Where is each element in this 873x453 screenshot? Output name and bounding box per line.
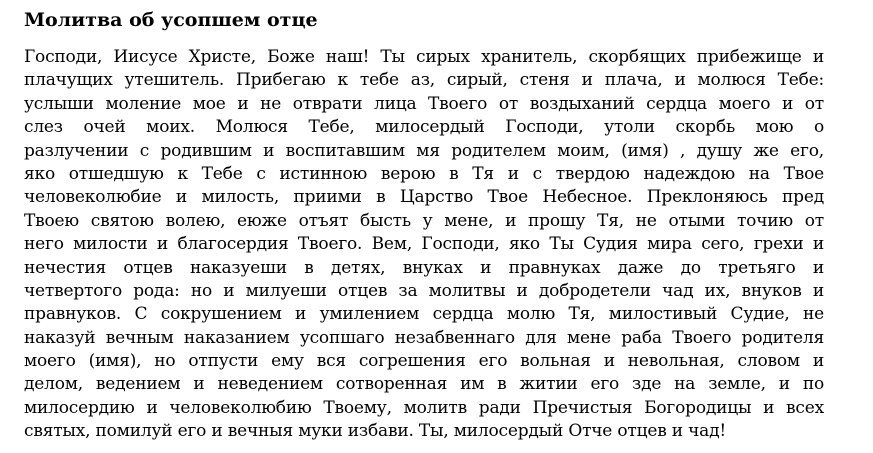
prayer-text-line: делом, ведением и неведением сотворенная им в житии его зде на земле, и по (24, 374, 824, 395)
prayer-text-line: плачущих утешитель. Прибегаю к тебе аз, сирый, стеня и плача, и молюся Тебе: (24, 70, 824, 91)
prayer-text-line: человеколюбие и милость, приими в Царство Твое Небесное. Преклоняюсь пред (24, 187, 824, 208)
prayer-text-line: нечестия отцев наказуеши в детях, внуках и правнуках даже до третьяго и (24, 257, 824, 278)
prayer-text-line: услыши моление мое и не отврати лица Твоего от воздыханий сердца моего и от (24, 93, 824, 114)
prayer-text (24, 46, 824, 444)
prayer-text-line: святых, помилуй его и вечныя муки избави. Ты, милосердый Отче отцев и чад! (24, 421, 726, 442)
prayer-text-line: разлучении с родившим и воспитавшим мя родителем моим, (имя) , душу же его, (24, 140, 824, 161)
prayer-text-line: яко отшедшую к Тебе с истинною верою в Тя и с твердою надеждою на Твое (24, 163, 824, 184)
prayer-text-line: Господи, Иисусе Христе, Боже наш! Ты сирых хранитель, скорбящих прибежище и (24, 47, 824, 67)
prayer-text-line: слез очей моих. Молюся Тебе, милосердый Господи, утоли скорбь мою о (24, 117, 824, 138)
prayer-text-line: него милости и благосердия Твоего. Вем, Господи, яко Ты Судия мира сего, грехи и (24, 234, 824, 255)
prayer-title: Молитва об усопшем отце (24, 9, 318, 31)
prayer-text-line: милосердию и человеколюбию Твоему, молитв ради Пречистыя Богородицы и всех (24, 397, 824, 418)
prayer-text-line: наказуй вечным наказанием усопшаго незабвеннаго для мене раба Твоего родителя (24, 327, 824, 348)
prayer-text-line: моего (имя), но отпусти ему вся согрешения его вольная и невольная, словом и (24, 351, 824, 372)
prayer-text-line: правнуков. С сокрушением и умилением сердца молю Тя, милостивый Судие, не (24, 304, 824, 325)
prayer-text-line: Твоею святою волею, еюже отъят бысть у мене, и прошу Тя, не отыми точию от (24, 210, 824, 231)
prayer-text-line: четвертого рода: но и милуеши отцев за молитвы и добродетели чад их, внуков и (24, 280, 824, 301)
